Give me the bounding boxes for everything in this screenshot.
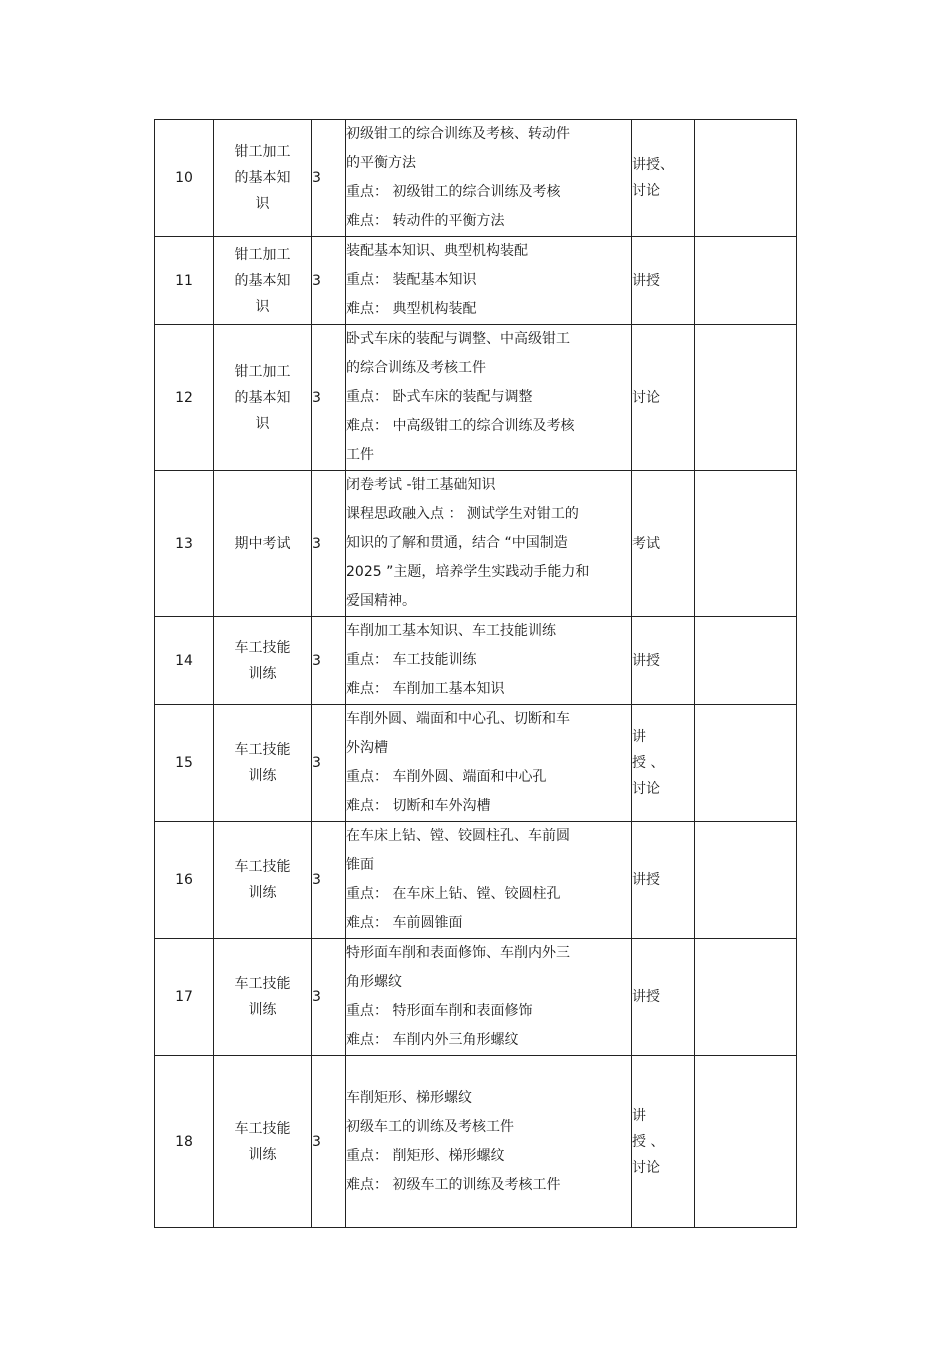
method-line: 考试 [632,535,660,552]
topic-cell [214,939,312,1056]
method-line: 讲授 [632,652,660,669]
content-cell [346,1056,632,1228]
hours-cell: 3 [312,617,346,705]
content-line: 重点： 车工技能训练 [346,652,477,668]
content-line: 车削加工基本知识、车工技能训练 [346,623,556,639]
content-line: 卧式车床的装配与调整、中高级钳工 [346,331,570,347]
topic-line: 车工技能 [234,859,291,875]
teaching-method-cell [632,325,695,471]
content-line: 爱国精神。 [346,593,416,609]
content-cell [346,325,632,471]
topic-cell [214,237,312,325]
content-line: 工件 [346,447,374,463]
week-number-cell: 18 [155,1056,214,1228]
content-line: 难点： 车削内外三角形螺纹 [346,1032,519,1048]
content-line: 难点： 初级车工的训练及考核工件 [346,1176,561,1193]
week-number-cell: 17 [155,939,214,1056]
content-line: 难点： 典型机构装配 [346,301,477,317]
teaching-method-cell [632,1056,695,1228]
hours-cell: 3 [312,237,346,325]
table-row [155,939,797,1056]
hours-cell: 3 [312,822,346,939]
topic-line: 识 [255,196,270,212]
method-line: 讲 [632,1107,646,1124]
method-line: 讲授、 [632,157,674,173]
week-number-cell: 14 [155,617,214,705]
topic-line: 的基本知 [234,389,291,406]
teaching-method-cell [632,939,695,1056]
topic-cell [214,705,312,822]
method-line: 授 、 [632,1133,665,1150]
content-line: 难点： 中高级钳工的综合训练及考核 [346,418,575,434]
note-cell [695,939,797,1056]
content-line: 初级车工的训练及考核工件 [346,1118,514,1135]
schedule-body [155,120,797,1228]
topic-cell [214,1056,312,1228]
week-number-cell: 12 [155,325,214,471]
week-number-cell: 11 [155,237,214,325]
content-line: 外沟槽 [346,740,388,756]
week-number-cell: 15 [155,705,214,822]
note-cell [695,617,797,705]
note-cell [695,237,797,325]
content-line: 难点： 切断和车外沟槽 [346,798,491,814]
teaching-method-cell [632,237,695,325]
content-line: 装配基本知识、典型机构装配 [346,243,528,259]
content-line: 的综合训练及考核工件 [346,360,486,376]
content-line: 重点： 卧式车床的装配与调整 [346,389,533,405]
method-line: 讲授 [632,272,660,289]
content-cell [346,120,632,237]
content-line: 重点： 装配基本知识 [346,272,477,288]
content-cell [346,617,632,705]
content-cell [346,939,632,1056]
topic-line: 训练 [248,768,277,784]
content-line: 重点： 特形面车削和表面修饰 [346,1003,533,1019]
content-line: 的平衡方法 [346,155,416,171]
content-cell [346,705,632,822]
topic-line: 的基本知 [234,272,291,289]
method-line: 讨论 [632,183,660,199]
topic-line: 识 [255,415,270,432]
topic-cell [214,120,312,237]
teaching-method-cell [632,120,695,237]
content-line: 闭卷考试 -钳工基础知识 [346,477,496,493]
table-row [155,822,797,939]
teaching-method-cell [632,471,695,617]
topic-cell [214,471,312,617]
method-line: 讲授 [632,989,660,1005]
week-number-cell: 16 [155,822,214,939]
content-line: 在车床上钻、镗、铰圆柱孔、车前圆 [346,828,570,844]
content-cell [346,471,632,617]
hours-cell: 3 [312,120,346,237]
content-line: 重点： 削矩形、梯形螺纹 [346,1147,505,1164]
teaching-method-cell [632,617,695,705]
content-line: 角形螺纹 [346,974,402,990]
content-cell [346,237,632,325]
content-line: 重点： 初级钳工的综合训练及考核 [346,184,561,200]
topic-line: 训练 [248,885,277,901]
content-line: 特形面车削和表面修饰、车削内外三 [346,945,570,961]
content-line: 车削矩形、梯形螺纹 [346,1089,472,1106]
hours-cell: 3 [312,705,346,822]
method-line: 授 、 [632,755,665,771]
course-schedule-table [154,119,797,1228]
content-line: 难点： 车前圆锥面 [346,915,463,931]
teaching-method-cell [632,822,695,939]
week-number-cell: 13 [155,471,214,617]
hours-cell: 3 [312,325,346,471]
method-line: 讲授 [632,872,660,888]
topic-line: 钳工加工 [234,363,291,380]
topic-line: 识 [255,298,270,315]
topic-line: 钳工加工 [234,246,291,263]
topic-cell [214,822,312,939]
content-cell [346,822,632,939]
table-row [155,325,797,471]
topic-line: 车工技能 [234,1120,291,1137]
topic-cell [214,325,312,471]
content-line: 锥面 [346,857,374,873]
method-line: 讨论 [632,389,660,406]
note-cell [695,120,797,237]
content-line: 难点： 车削加工基本知识 [346,681,505,697]
topic-line: 训练 [248,665,277,682]
note-cell [695,1056,797,1228]
table-row [155,617,797,705]
table-row [155,120,797,237]
content-line: 课程思政融入点 ： 测试学生对钳工的 [346,506,579,522]
topic-line: 车工技能 [234,976,291,992]
hours-cell: 3 [312,1056,346,1228]
content-line: 2025 ”主题，培养学生实践动手能力和 [346,564,590,580]
table-row [155,705,797,822]
table-row [155,1056,797,1228]
content-line: 初级钳工的综合训练及考核、转动件 [346,126,570,142]
topic-line: 钳工加工 [234,144,291,160]
topic-line: 车工技能 [234,639,291,656]
note-cell [695,325,797,471]
topic-line: 车工技能 [234,742,291,758]
topic-line: 训练 [248,1002,277,1018]
content-line: 重点： 在车床上钻、镗、铰圆柱孔 [346,886,561,902]
method-line: 讨论 [632,781,660,797]
hours-cell: 3 [312,939,346,1056]
content-line: 车削外圆、端面和中心孔、切断和车 [346,711,570,727]
method-line: 讲 [632,729,646,745]
note-cell [695,705,797,822]
table-row [155,237,797,325]
method-line: 讨论 [632,1159,660,1176]
content-line: 知识的了解和贯通，结合 “中国制造 [346,535,568,551]
topic-line: 期中考试 [234,535,291,552]
week-number-cell: 10 [155,120,214,237]
topic-line: 训练 [248,1146,277,1163]
topic-cell [214,617,312,705]
note-cell [695,471,797,617]
table-row [155,471,797,617]
note-cell [695,822,797,939]
topic-line: 的基本知 [234,170,291,186]
content-line: 难点： 转动件的平衡方法 [346,213,505,229]
content-line: 重点： 车削外圆、端面和中心孔 [346,769,547,785]
teaching-method-cell [632,705,695,822]
hours-cell: 3 [312,471,346,617]
